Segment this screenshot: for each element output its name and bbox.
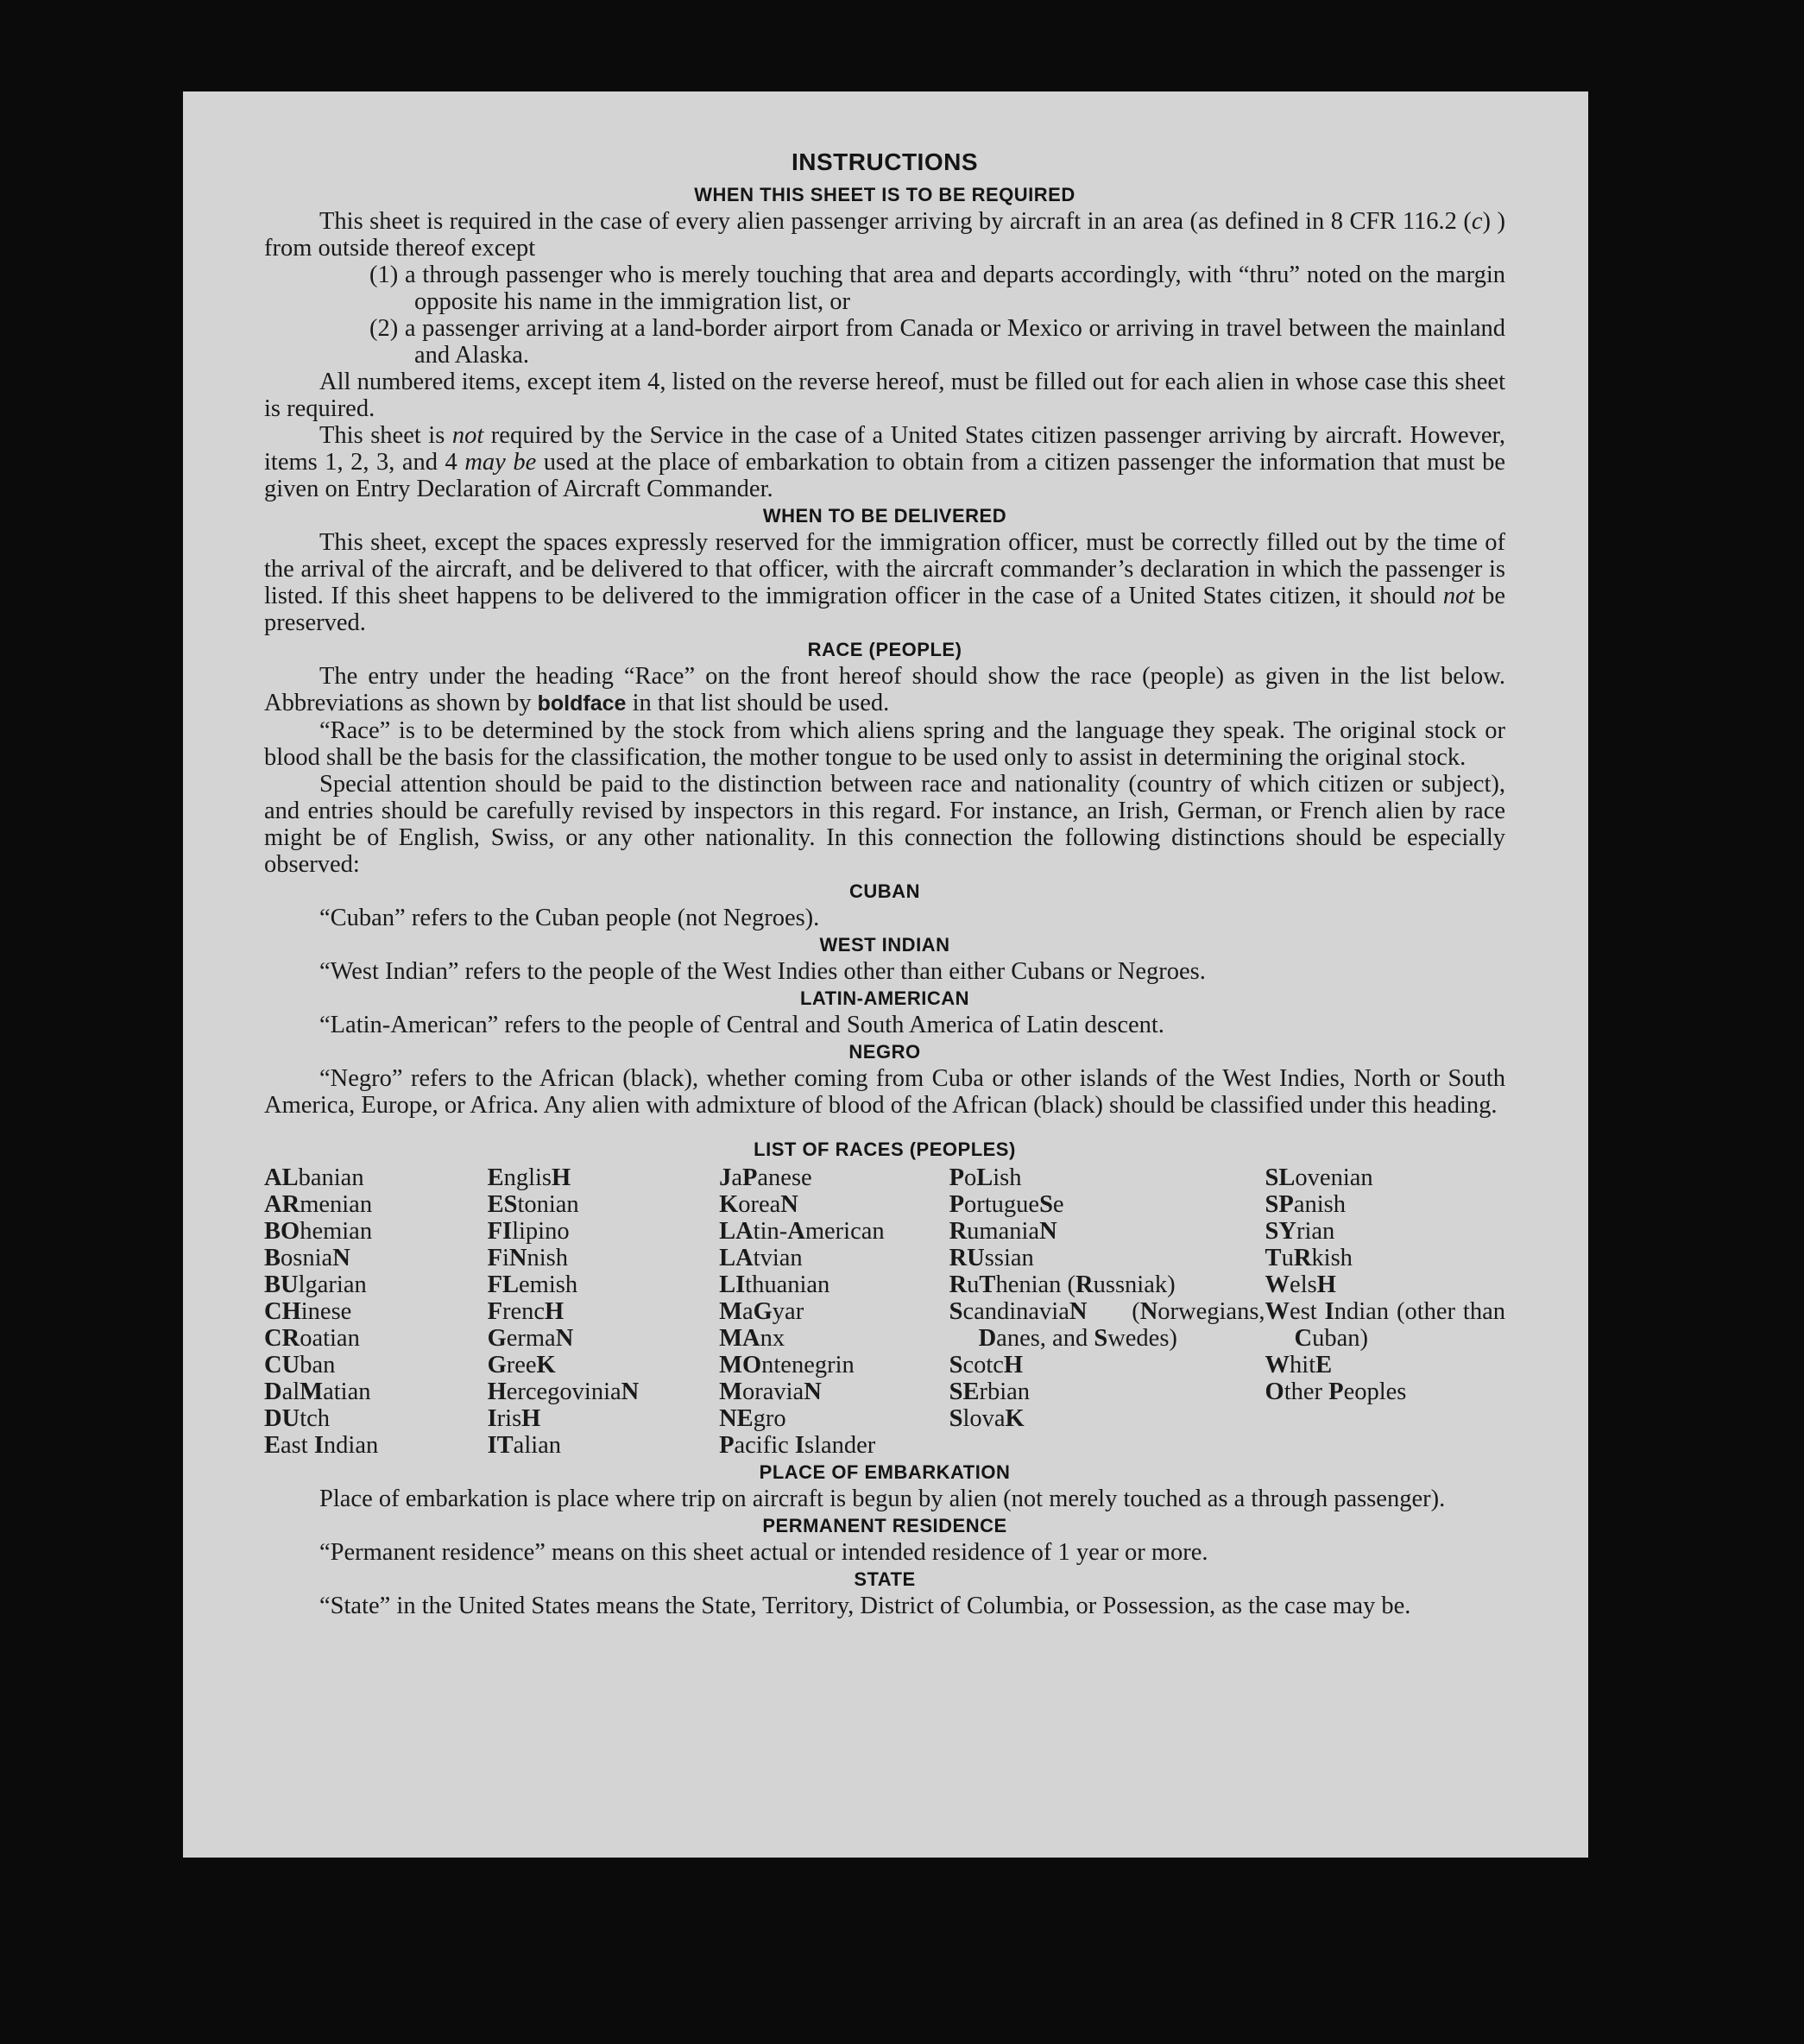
heading-race: RACE (PEOPLE) [807, 639, 962, 660]
race-entry: DalMatian [264, 1378, 371, 1405]
race-entry: CUban [264, 1352, 336, 1378]
instruction-sheet [183, 91, 1588, 1858]
races-column-1 [264, 1164, 488, 1459]
page-title: INSTRUCTIONS [792, 148, 978, 175]
definition-west-indian: “West Indian” refers to the people of the West Indies other than either Cubans or Negroes. [319, 958, 1206, 985]
heading-west-indian: WEST INDIAN [819, 934, 950, 956]
race-entry: LAtvian [719, 1245, 803, 1271]
race-entry: Other Peoples [1265, 1378, 1407, 1405]
races-column-3 [719, 1164, 949, 1459]
race-entry: PortugueSe [949, 1191, 1064, 1218]
races-column-5 [1265, 1164, 1505, 1459]
race-entry: West Indian (other than Cuban) [1265, 1298, 1505, 1352]
para-race-nationality: Special attention should be paid to the distinction between race and nationality (country of which citizen or subject), and entries should be carefully revised by inspectors in this regard. For instance, an Irish, German, or French alien by race might be of English, Swiss, or any other nationality. In this connection the following distinctions should be especially observed: [264, 771, 1505, 878]
race-entry: RUssian [949, 1245, 1034, 1271]
definition-embarkation: Place of embarkation is place where trip on aircraft is begun by alien (not merely touched as a through passenger). [319, 1486, 1446, 1512]
race-entry: PoLish [949, 1164, 1022, 1191]
race-entry: EStonian [487, 1191, 579, 1218]
race-entry: ALbanian [264, 1164, 364, 1191]
definition-negro: “Negro” refers to the African (black), whether coming from Cuba or other islands of the West Indies, North or South America, Europe, or Africa. Any alien with admixture of blood of the African (black) should be classified under this heading. [264, 1065, 1505, 1119]
definition-latin-american: “Latin-American” refers to the people of Central and South America of Latin descent. [319, 1012, 1164, 1038]
race-entry: ScandinaviaN (Norwegians, Danes, and Swedes) [949, 1298, 1265, 1352]
race-entry: JaPanese [719, 1164, 812, 1191]
races-column-2 [488, 1164, 720, 1459]
race-entry: MaGyar [719, 1298, 804, 1325]
heading-list-of-races: LIST OF RACES (PEOPLES) [754, 1139, 1016, 1160]
heading-cuban: CUBAN [849, 880, 920, 902]
races-list [264, 1164, 1505, 1459]
race-entry: Pacific Islander [719, 1432, 876, 1459]
para-race-stock: “Race” is to be determined by the stock from which aliens spring and the language they speak. The original stock or blood shall be the basis for the classification, the mother tongue to be used only to assist in determining the original stock. [264, 717, 1505, 771]
race-entry: ITalian [487, 1432, 562, 1459]
heading-latin-american: LATIN-AMERICAN [799, 987, 969, 1009]
race-entry: RuThenian (Russniak) [949, 1271, 1176, 1298]
race-entry: SErbian [949, 1378, 1031, 1405]
race-entry: EnglisH [487, 1164, 571, 1191]
races-column-4 [949, 1164, 1265, 1459]
race-entry: HercegoviniaN [487, 1378, 640, 1405]
race-entry: SLovenian [1265, 1164, 1373, 1191]
heading-when-required: WHEN THIS SHEET IS TO BE REQUIRED [694, 184, 1075, 205]
definition-permanent-residence: “Permanent residence” means on this sheet actual or intended residence of 1 year or more. [319, 1539, 1208, 1566]
race-entry: FiNnish [487, 1245, 569, 1271]
heading-negro: NEGRO [848, 1041, 921, 1063]
race-entry: TuRkish [1265, 1245, 1353, 1271]
race-entry: ScotcH [949, 1352, 1024, 1378]
race-entry: BosniaN [264, 1245, 350, 1271]
race-entry: MoraviaN [719, 1378, 822, 1405]
race-entry: ARmenian [264, 1191, 373, 1218]
race-entry: SYrian [1265, 1218, 1335, 1245]
race-entry: FrencH [487, 1298, 565, 1325]
race-entry: MOntenegrin [719, 1352, 855, 1378]
race-entry: CRoatian [264, 1325, 360, 1352]
race-entry: RumaniaN [949, 1218, 1057, 1245]
race-entry: IrisH [487, 1405, 541, 1432]
para-numbered-items: All numbered items, except item 4, listed on the reverse hereof, must be filled out for each alien in whose case this sheet is required. [264, 369, 1505, 422]
race-entry: MAnx [719, 1325, 785, 1352]
race-entry: SPanish [1265, 1191, 1346, 1218]
heading-when-delivered: WHEN TO BE DELIVERED [762, 505, 1007, 527]
race-entry: CHinese [264, 1298, 352, 1325]
heading-state: STATE [854, 1568, 916, 1590]
definition-state: “State” in the United States means the State, Territory, District of Columbia, or Possession, as the case may be. [319, 1593, 1411, 1619]
heading-permanent-residence: PERMANENT RESIDENCE [762, 1515, 1007, 1536]
race-entry: LIthuanian [719, 1271, 830, 1298]
race-entry: GermaN [487, 1325, 574, 1352]
exception-item-2: (2) a passenger arriving at a land-border airport from Canada or Mexico or arriving in travel between the mainland and Alaska. [369, 315, 1505, 369]
race-entry: GreeK [487, 1352, 556, 1378]
race-entry: East Indian [264, 1432, 379, 1459]
race-entry: LAtin-American [719, 1218, 885, 1245]
race-entry: WhitE [1265, 1352, 1333, 1378]
para-required: This sheet is required in the case of every alien passenger arriving by aircraft in an area (as defined in 8 CFR 116.2 (c) ) from outside thereof except [264, 208, 1505, 262]
race-entry: BUlgarian [264, 1271, 367, 1298]
race-entry: BOhemian [264, 1218, 373, 1245]
race-entry: DUtch [264, 1405, 331, 1432]
race-entry: SlovaK [949, 1405, 1025, 1432]
exception-item-1: (1) a through passenger who is merely touching that area and departs accordingly, with “thru” noted on the margin opposite his name in the immigration list, or [369, 262, 1505, 315]
race-entry: WelsH [1265, 1271, 1336, 1298]
definition-cuban: “Cuban” refers to the Cuban people (not Negroes). [319, 905, 820, 931]
para-race-entry: The entry under the heading “Race” on the front hereof should show the race (people) as given in the list below. Abbreviations as shown by boldface in that list should be used. [264, 663, 1505, 716]
heading-embarkation: PLACE OF EMBARKATION [759, 1461, 1011, 1483]
race-entry: FLemish [487, 1271, 578, 1298]
para-citizen: This sheet is not required by the Service in the case of a United States citizen passenger arriving by aircraft. However, items 1, 2, 3, and 4 may be used at the place of embarkation to obtain from a citizen passenger the information that must be given on Entry Declaration of Aircraft Commander. [264, 422, 1505, 502]
race-entry: NEgro [719, 1405, 786, 1432]
race-entry: KoreaN [719, 1191, 798, 1218]
para-delivered: This sheet, except the spaces expressly reserved for the immigration officer, must be correctly filled out by the time of the arrival of the aircraft, and be delivered to that officer, with the aircraft commander’s declaration in which the passenger is listed. If this sheet happens to be delivered to the immigration officer in the case of a United States citizen, it should not be preserved. [264, 529, 1505, 636]
race-entry: FIlipino [487, 1218, 570, 1245]
